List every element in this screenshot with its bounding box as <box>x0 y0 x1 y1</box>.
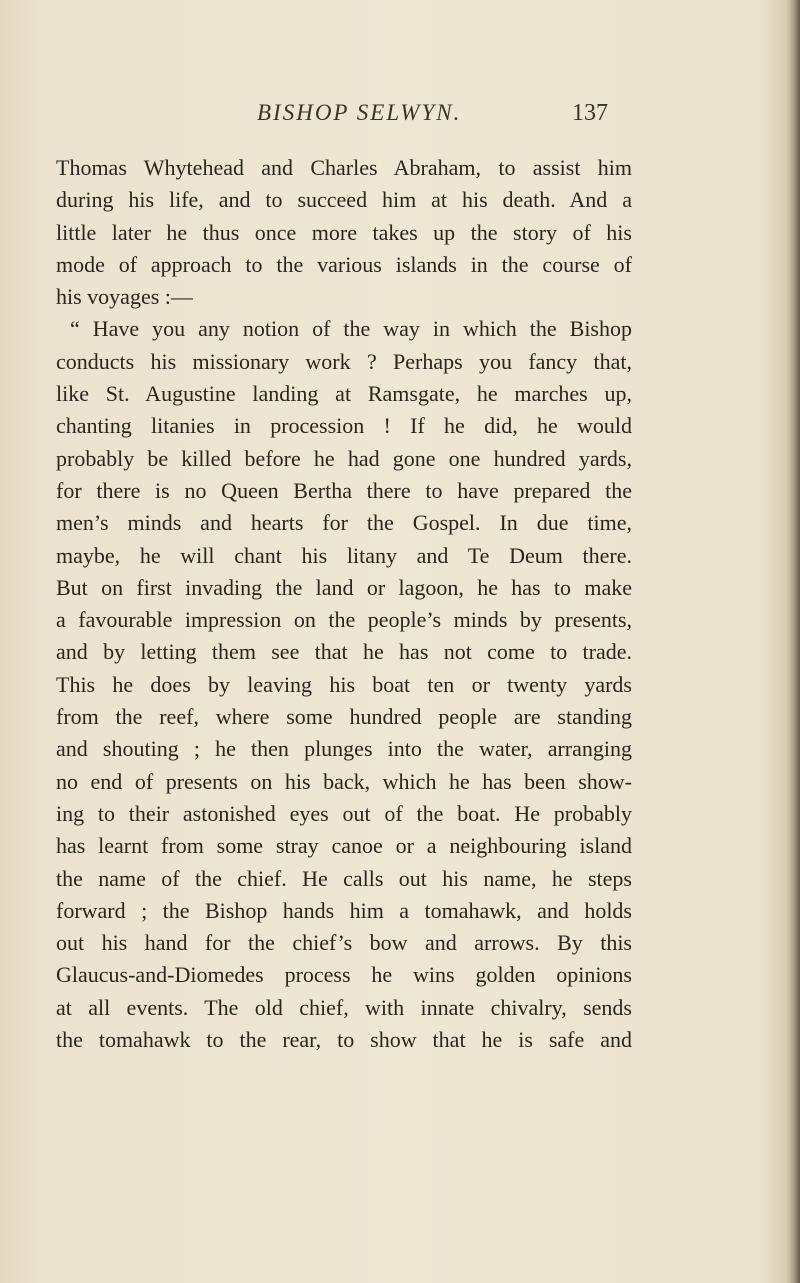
text-line: during his life, and to succeed him at his death. And a <box>56 187 632 213</box>
text-line: and shouting ; he then plunges into the water, arranging <box>56 736 632 762</box>
text-line: the tomahawk to the rear, to show that he is safe and <box>56 1027 632 1053</box>
text-line: has learnt from some stray canoe or a neighbouring island <box>56 833 632 859</box>
running-head-title: BISHOP SELWYN. <box>257 100 462 125</box>
text-line: like St. Augustine landing at Ramsgate, he marches up, <box>56 381 632 407</box>
text-line: ing to their astonished eyes out of the boat. He probably <box>56 800 632 826</box>
page-header <box>0 100 800 140</box>
text-line: Glaucus-and-Diomedes process he wins golden opinions <box>56 962 632 988</box>
text-line: But on first invading the land or lagoon, he has to make <box>56 574 632 600</box>
text-line: men’s minds and hearts for the Gospel. In due time, <box>56 510 632 536</box>
text-line: and by letting them see that he has not come to trade. <box>56 639 632 665</box>
text-line: mode of approach to the various islands in the course of <box>56 251 632 277</box>
text-line: from the reef, where some hundred people are standing <box>56 704 632 730</box>
text-line: for there is no Queen Bertha there to have prepared the <box>56 477 632 503</box>
page-number: 137 <box>572 100 608 126</box>
text-line: “ Have you any notion of the way in which the Bishop <box>70 316 632 342</box>
text-line: chanting litanies in procession ! If he did, he would <box>56 413 632 439</box>
text-line: out his hand for the chief’s bow and arrows. By this <box>56 930 632 956</box>
text-line: forward ; the Bishop hands him a tomahawk, and holds <box>56 897 632 923</box>
page-gutter-shadow <box>786 0 800 1283</box>
text-line: no end of presents on his back, which he has been show- <box>56 768 632 794</box>
text-line: little later he thus once more takes up the story of his <box>56 219 632 245</box>
text-line: at all events. The old chief, with innate chivalry, sends <box>56 994 632 1020</box>
text-line: This he does by leaving his boat ten or twenty yards <box>56 671 632 697</box>
text-line: Thomas Whytehead and Charles Abraham, to assist him <box>56 155 632 180</box>
body-text <box>56 152 632 1056</box>
text-line: conducts his missionary work ? Perhaps you fancy that, <box>56 348 632 374</box>
text-line: a favourable impression on the people’s minds by presents, <box>56 607 632 633</box>
text-line: maybe, he will chant his litany and Te Deum there. <box>56 542 632 568</box>
text-line: probably be killed before he had gone one hundred yards, <box>56 445 632 471</box>
text-line: his voyages :— <box>56 284 193 310</box>
text-line: the name of the chief. He calls out his name, he steps <box>56 865 632 891</box>
